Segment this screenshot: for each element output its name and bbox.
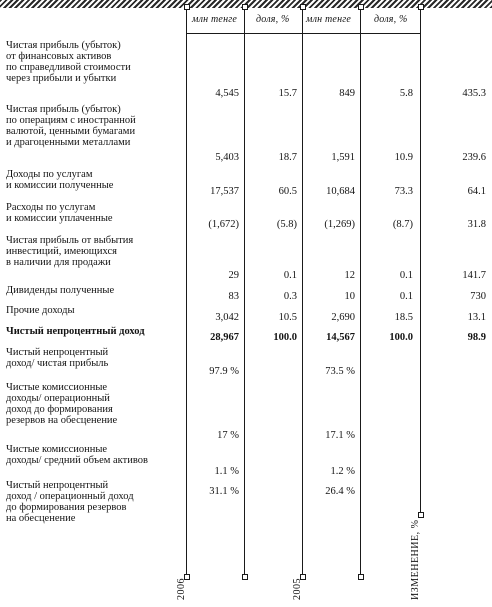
row-label-line: Чистые комиссионные (6, 382, 108, 393)
row-label (6, 285, 186, 296)
row-label-line: в наличии для продажи (6, 257, 111, 268)
row-label-line: Дивиденды полученные (6, 285, 115, 296)
row-label (6, 347, 186, 369)
row-label-line: Доходы по услугам (6, 169, 93, 180)
cell-value: 10.5 (278, 312, 297, 323)
row-label-line: от финансовых активов (6, 51, 112, 62)
cell-value: 435.3 (462, 88, 486, 99)
cell-value: 0.1 (399, 270, 413, 281)
row-label-line: через прибыли и убытки (6, 73, 117, 84)
column-marker (242, 4, 248, 10)
cell-value: 28,967 (210, 332, 239, 343)
row-label-line: доход до формирования (6, 404, 113, 415)
row-label (6, 480, 186, 524)
cell-value: 97.9 % (209, 366, 239, 377)
cell-value: 60.5 (278, 186, 297, 197)
row-label-line: Чистый непроцентный доход (6, 326, 145, 337)
row-label-line: инвестиций, имеющихся (6, 246, 117, 257)
cell-value: (5.8) (276, 219, 297, 230)
row-label (6, 326, 186, 337)
row-label (6, 202, 186, 224)
unit-header-2005-amount: млн тенге (306, 14, 351, 25)
row-label-line: и комиссии полученные (6, 180, 114, 191)
cell-value: 0.1 (283, 270, 297, 281)
header-rule (244, 33, 302, 34)
row-label-line: Чистые комиссионные (6, 444, 108, 455)
row-label-line: Прочие доходы (6, 305, 75, 316)
cell-value: 5.8 (399, 88, 413, 99)
row-label-line: доход / операционный доход (6, 491, 134, 502)
row-label-line: резервов на обесценение (6, 415, 118, 426)
cell-value: 26.4 % (325, 486, 355, 497)
row-label-line: на обесценение (6, 513, 76, 524)
cell-value: 5,403 (215, 152, 239, 163)
cell-value: 730 (470, 291, 486, 302)
header-rule (302, 33, 360, 34)
unit-header-2006-amount: млн тенге (192, 14, 237, 25)
row-label-line: валютой, ценными бумагами (6, 126, 136, 137)
column-end-marker (242, 574, 248, 580)
row-label (6, 169, 186, 191)
cell-value: 2,690 (331, 312, 355, 323)
row-label-line: доходы/ средний объем активов (6, 455, 148, 466)
cell-value: 100.0 (389, 332, 413, 343)
header-rule (360, 33, 420, 34)
year-2006-label: 2006 (176, 578, 187, 600)
cell-value: 3,042 (215, 312, 239, 323)
column-rule (420, 8, 421, 516)
cell-value: 73.3 (394, 186, 413, 197)
row-label-line: Чистая прибыль от выбытия (6, 235, 134, 246)
row-label-line: до формирования резервов (6, 502, 127, 513)
row-label (6, 104, 186, 148)
row-label (6, 444, 186, 466)
column-marker (358, 4, 364, 10)
cell-value: 17,537 (210, 186, 239, 197)
cell-value: 12 (344, 270, 355, 281)
cell-value: 14,567 (326, 332, 355, 343)
row-label-line: Чистая прибыль (убыток) (6, 104, 121, 115)
column-marker (184, 4, 190, 10)
cell-value: 10 (344, 291, 355, 302)
cell-value: 18.5 (394, 312, 413, 323)
row-label-line: по справедливой стоимости (6, 62, 131, 73)
row-label (6, 305, 186, 316)
cell-value: 18.7 (278, 152, 297, 163)
year-2005-label: 2005 (292, 578, 303, 600)
cell-value: 31.8 (467, 219, 486, 230)
row-label (6, 235, 186, 268)
column-marker (300, 4, 306, 10)
cell-value: 15.7 (278, 88, 297, 99)
unit-header-2006-share: доля, % (256, 14, 290, 25)
cell-value: 849 (339, 88, 355, 99)
cell-value: 29 (228, 270, 239, 281)
cell-value: 239.6 (462, 152, 486, 163)
cell-value: 17.1 % (325, 430, 355, 441)
cell-value: 31.1 % (209, 486, 239, 497)
cell-value: 73.5 % (325, 366, 355, 377)
cell-value: 0.1 (399, 291, 413, 302)
change-percent-label: ИЗМЕНЕНИЕ, % (410, 519, 421, 600)
row-label (6, 40, 186, 84)
cell-value: 1.1 % (214, 466, 239, 477)
row-label-line: доход/ чистая прибыль (6, 358, 109, 369)
cell-value: 4,545 (215, 88, 239, 99)
column-marker (418, 4, 424, 10)
row-label-line: Расходы по услугам (6, 202, 96, 213)
cell-value: 83 (228, 291, 239, 302)
row-label-line: Чистый непроцентный (6, 480, 109, 491)
cell-value: 64.1 (467, 186, 486, 197)
cell-value: 1.2 % (330, 466, 355, 477)
cell-value: 10,684 (326, 186, 355, 197)
unit-header-2005-share: доля, % (374, 14, 408, 25)
cell-value: (8.7) (392, 219, 413, 230)
cell-value: 98.9 (467, 332, 486, 343)
cell-value: 141.7 (462, 270, 486, 281)
cell-value: 0.3 (283, 291, 297, 302)
row-label-line: по операциям с иностранной (6, 115, 136, 126)
cell-value: 100.0 (273, 332, 297, 343)
row-label-line: Чистый непроцентный (6, 347, 109, 358)
header-rule (186, 33, 244, 34)
cell-value: 13.1 (467, 312, 486, 323)
row-label-line: Чистая прибыль (убыток) (6, 40, 121, 51)
cell-value: 10.9 (394, 152, 413, 163)
column-end-marker (418, 512, 424, 518)
row-label (6, 382, 186, 426)
column-end-marker (358, 574, 364, 580)
row-label-line: доходы/ операционный (6, 393, 110, 404)
row-label-line: и комиссии уплаченные (6, 213, 113, 224)
cell-value: 17 % (217, 430, 239, 441)
cell-value: (1,672) (208, 219, 239, 230)
cell-value: 1,591 (331, 152, 355, 163)
row-label-line: и драгоценными металлами (6, 137, 131, 148)
cell-value: (1,269) (324, 219, 355, 230)
